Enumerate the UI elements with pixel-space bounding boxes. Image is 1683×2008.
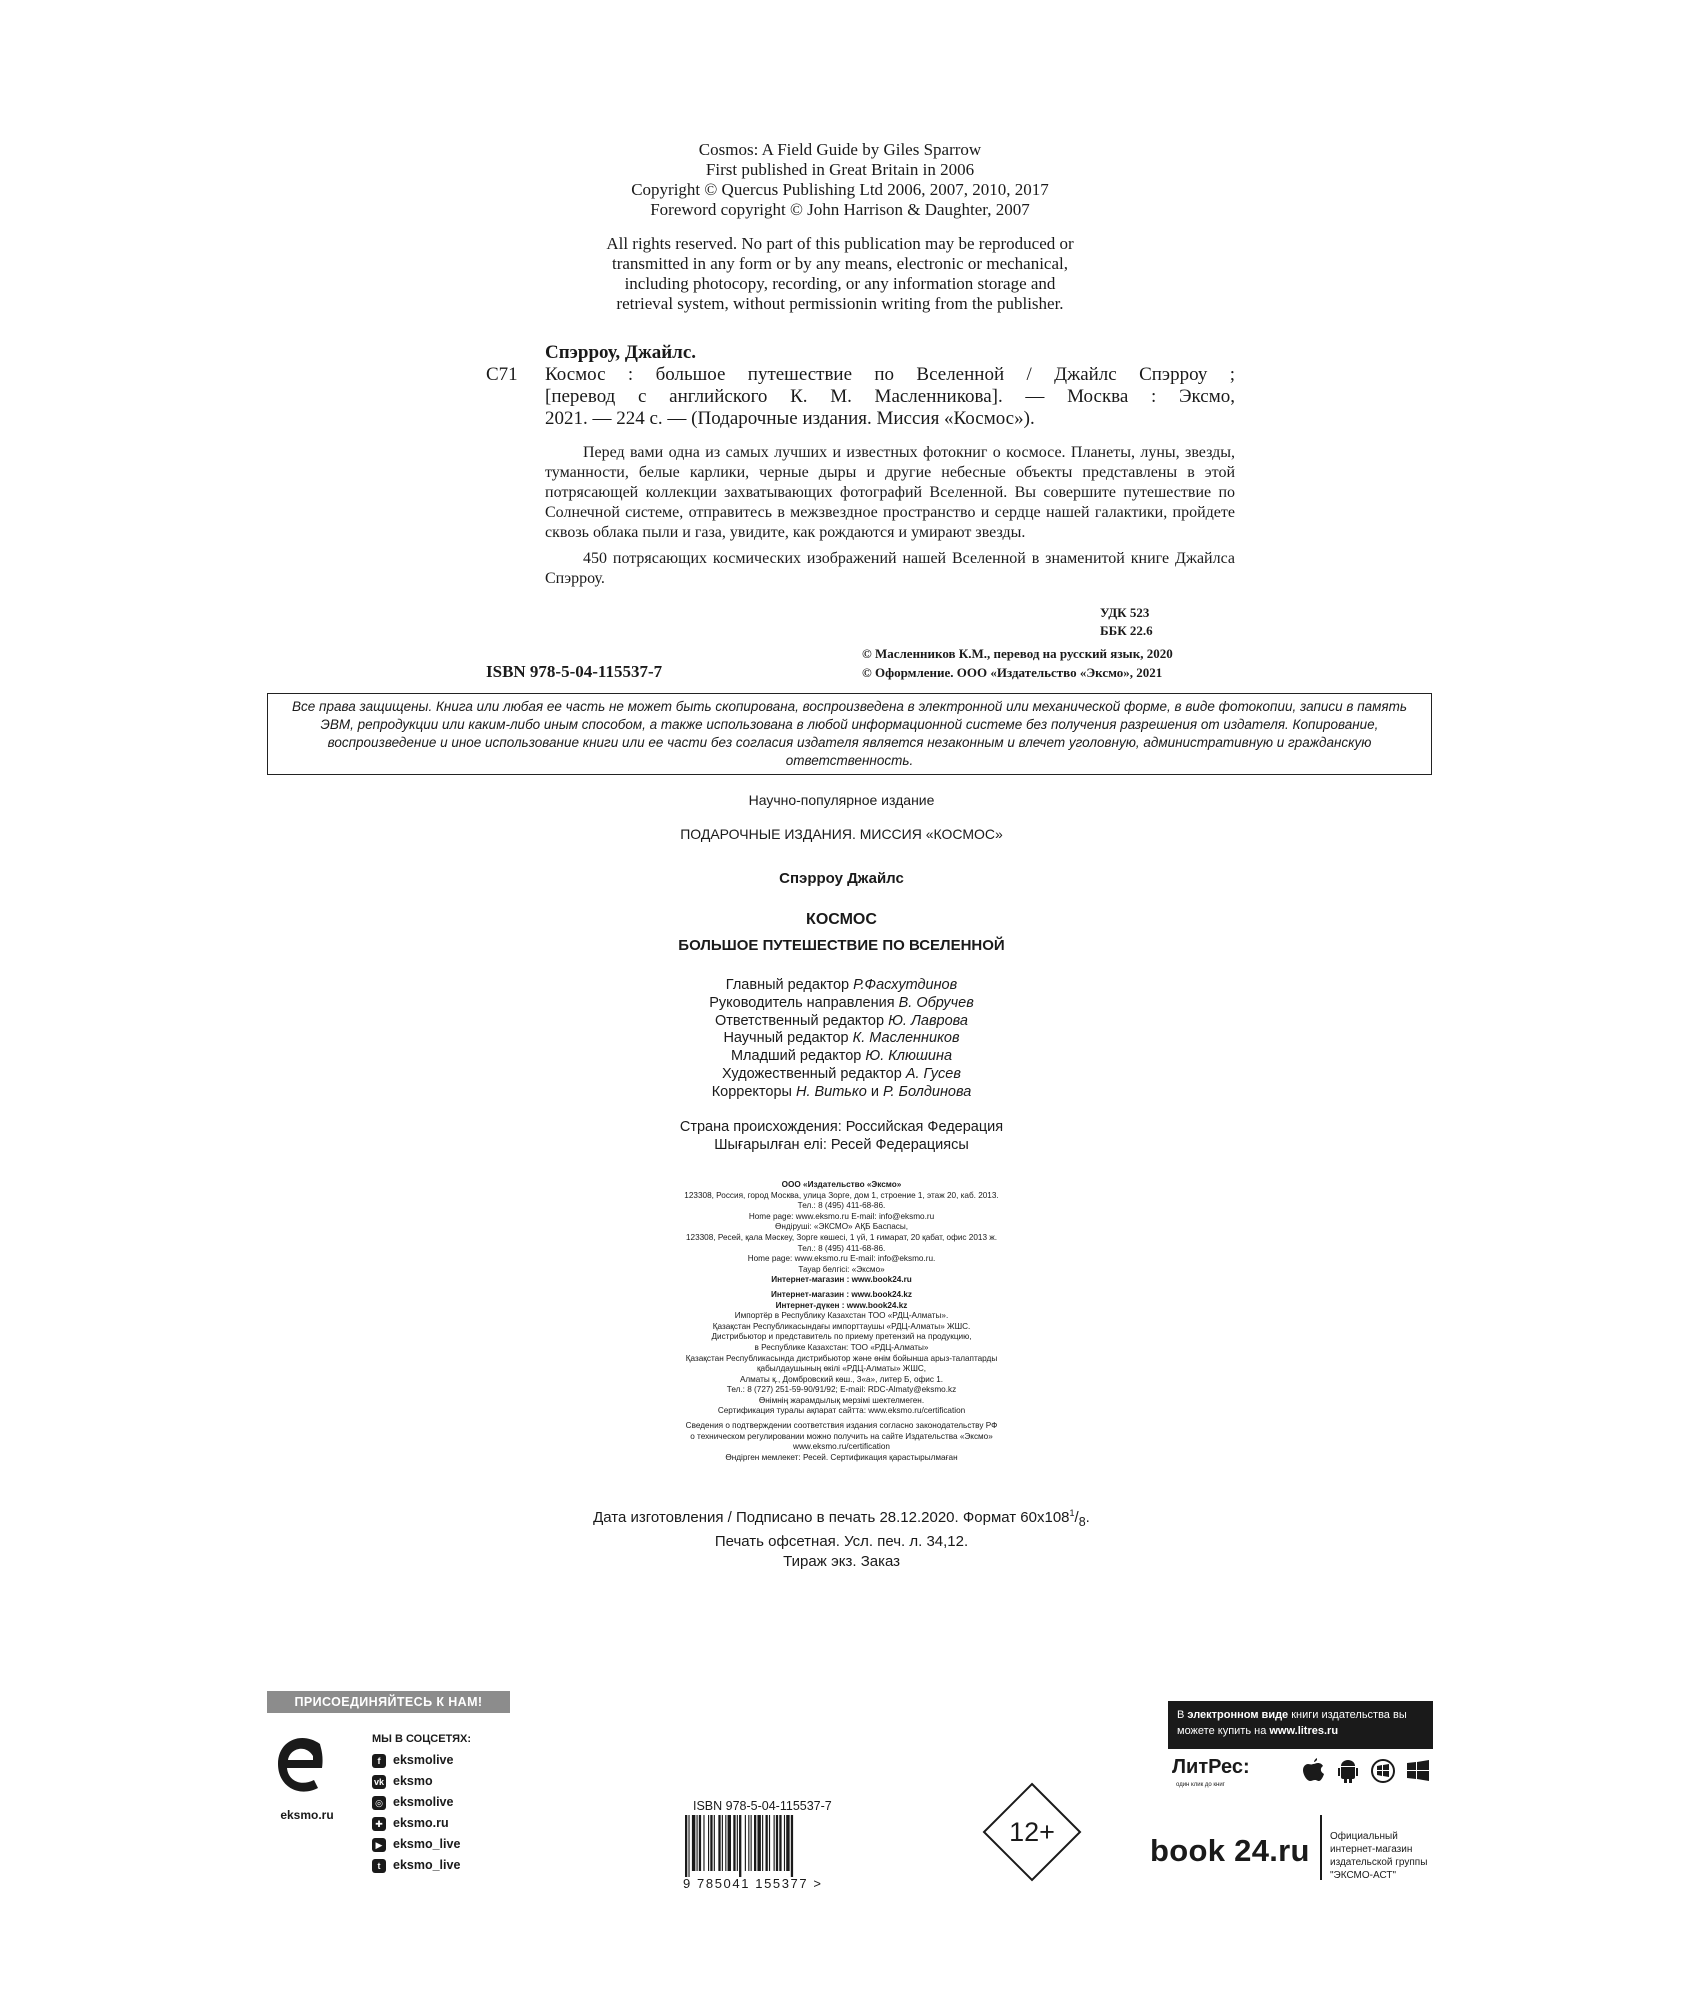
imprint-line: Импортёр в Республику Казахстан ТОО «РДЦ-Алматы».	[734, 1311, 949, 1321]
youtube-icon: ▶	[372, 1838, 386, 1852]
book24-description: Официальный интернет-магазин издательской группы "ЭКСМО-АСТ"	[1330, 1831, 1428, 1881]
imprint-line: www.eksmo.ru/certification	[793, 1442, 890, 1452]
annotation-paragraph: 450 потрясающих космических изображений нашей Вселенной в знаменитой книге Джайлса Спэрроу.	[545, 550, 1235, 587]
book-subtitle: БОЛЬШОЕ ПУТЕШЕСТВИЕ ПО ВСЕЛЕННОЙ	[678, 937, 1005, 954]
staff-role: Руководитель направления	[709, 994, 899, 1011]
imprint-line: 123308, Ресей, қала Мәскеу, Зорге көшесі, 1 үй, 1 ғимарат, 20 қабат, офис 2013 ж.	[685, 1232, 998, 1242]
imprint-line: Home page: www.eksmo.ru E-mail: info@eksmo.ru	[748, 1211, 935, 1221]
copyright-line: © Оформление. ООО «Издательство «Эксмо», 2021	[862, 665, 1163, 680]
print-run-line	[0, 1552, 1683, 1572]
staff-list	[0, 977, 1683, 1102]
barcode-bar	[714, 1815, 715, 1871]
ebook-bold: электронном виде	[1187, 1709, 1289, 1721]
copyrights	[862, 644, 1262, 682]
barcode-bar	[762, 1815, 763, 1871]
imprint-line: Сертификация туралы ақпарат сайтта: www.eksmo.ru/certification	[717, 1406, 966, 1416]
apple-icon	[1300, 1758, 1326, 1784]
legal-notice-text: Все права защищены. Книга или любая ее часть не может быть скопирована, воспроизведена в электронной или механической форме, в виде фотокопии, записи в память ЭВМ, репродукции или каким-либо иным способом, а также использована в любой информационной системе без получения разрешения от издателя. Копирование, воспроизведение и иное использование книги или ее части без согласия издателя является незаконным и влечет уголовную, административную и гражданскую ответственность.	[292, 699, 1407, 768]
staff-row	[0, 995, 1683, 1013]
staff-row	[0, 1084, 1683, 1102]
facebook-icon: f	[372, 1754, 386, 1768]
litres-tagline: один клик до книг	[1176, 1782, 1225, 1788]
isbn: ISBN 978-5-04-115537-7	[486, 662, 663, 681]
staff-row	[0, 1030, 1683, 1048]
barcode-bar	[748, 1815, 749, 1871]
imprint-line: Тел.: 8 (727) 251-59-90/91/92; E-mail: RDC-Almaty@eksmo.kz	[726, 1385, 957, 1395]
windows-icon	[1405, 1758, 1431, 1784]
staff-person: Н. Витько	[795, 1083, 867, 1100]
imprint-line: о техническом регулировании можно получить на сайте Издательства «Эксмо»	[690, 1431, 993, 1441]
barcode-bar	[725, 1815, 726, 1871]
imprint-line: Дистрибьютор и представитель по приему претензий на продукцию,	[711, 1332, 972, 1342]
classification	[1100, 604, 1235, 640]
bib-author: Спэрроу, Джайлс.	[545, 342, 697, 363]
imprint-line: Қазақстан Республикасында дистрибьютор және өнім бойынша арыз-талаптарды	[685, 1353, 998, 1363]
bib-line: 2021. — 224 с. — (Подарочные издания. Миссия «Космос»).	[545, 408, 1035, 429]
rights-line: transmitted in any form or by any means, electronic or mechanical,	[611, 254, 1068, 273]
format-period: .	[1085, 1509, 1090, 1526]
social-item[interactable]	[372, 1813, 460, 1834]
imprint-line: Home page: www.eksmo.ru E-mail: info@eksmo.ru.	[747, 1254, 936, 1264]
annotation-paragraph: Перед вами одна из самых лучших и известных фотокниг о космосе. Планеты, луны, звезды, туманности, белые карлики, черные дыры и другие небесные объекты представлены в этой потрясающей коллекции захватывающих фотографий Вселенной. Вы совершите путешествие по Солнечной системе, отправитесь в межзвездное пространство и сердце нашей галактики, пройдете сквозь облака пыли и газа, увидите, как рождаются и умирают звезды.	[545, 444, 1235, 541]
bib-line: [перевод с английского К. М. Масленникова]. — Москва : Эксмо,	[545, 386, 1235, 407]
barcode-bar	[685, 1815, 687, 1877]
format-numerator: 1	[1069, 1508, 1075, 1518]
udk: УДК 523	[1100, 605, 1150, 620]
windows-phone-icon	[1370, 1758, 1396, 1784]
rights-line: including photocopy, recording, or any information storage and	[624, 274, 1056, 293]
imprint-line: Өндіруші: «ЭКСМО» АҚБ Баспасы,	[774, 1222, 909, 1232]
copyright-line: © Масленников К.М., перевод на русский язык, 2020	[862, 646, 1173, 661]
original-edition-info	[540, 140, 1140, 314]
book-title: КОСМОС	[806, 911, 877, 928]
litres-logo: ЛитРес:	[1172, 1756, 1250, 1778]
staff-role: Корректоры	[711, 1083, 796, 1100]
print-date-format: Дата изготовления / Подписано в печать 28.12.2020. Формат 60x108	[593, 1509, 1070, 1526]
country-of-origin	[0, 1118, 1683, 1154]
staff-row	[0, 1066, 1683, 1084]
staff-role: Главный редактор	[725, 977, 854, 993]
legal-notice-box	[267, 693, 1432, 775]
original-rights	[540, 234, 1140, 314]
imprint-line: Интернет-магазин : www.book24.ru	[771, 1275, 912, 1285]
barcode-bar	[779, 1815, 781, 1871]
staff-person: К. Масленников	[852, 1030, 960, 1047]
imprint-line: Интернет-дүкен : www.book24.kz	[775, 1300, 908, 1310]
annotation	[545, 443, 1235, 589]
author-name: Спэрроу Джайлс	[779, 870, 904, 887]
series: ПОДАРОЧНЫЕ ИЗДАНИЯ. МИССИЯ «КОСМОС»	[680, 826, 1003, 842]
book24-logo[interactable]: book 24.ru	[1150, 1833, 1310, 1868]
staff-person: Ю. Клюшина	[865, 1048, 953, 1065]
order-label: экз. Заказ	[831, 1553, 901, 1570]
bib-line: Космос : большое путешествие по Вселенной / Джайлс Спэрроу ;	[545, 364, 1235, 385]
ebook-banner	[1168, 1701, 1433, 1749]
eksmo-logo-icon	[272, 1726, 332, 1816]
staff-person: А. Гусев	[905, 1065, 961, 1082]
social-item[interactable]	[372, 1771, 460, 1792]
store-icons	[1300, 1758, 1431, 1784]
barcode-bar	[722, 1815, 723, 1871]
imprint-line: Өндірген мемлекет: Ресей. Сертификация қарастырылмаған	[725, 1452, 958, 1462]
barcode-bar	[718, 1815, 720, 1871]
barcode-bar	[703, 1815, 704, 1871]
origin-line: Шығарылған елі: Ресей Федерациясы	[714, 1137, 969, 1153]
barcode-bar	[791, 1815, 793, 1877]
barcode-bar	[699, 1815, 701, 1871]
divider	[1320, 1815, 1322, 1880]
genre: Научно-популярное издание	[748, 792, 935, 808]
instagram-icon: ◎	[372, 1796, 386, 1810]
barcode-bar	[728, 1815, 731, 1871]
imprint-line: 123308, Россия, город Москва, улица Зорге, дом 1, строение 1, этаж 20, каб. 2013.	[684, 1190, 999, 1200]
social-label: eksmo.ru	[393, 1816, 449, 1830]
author-sign-code: С71	[486, 364, 518, 385]
print-info	[0, 1503, 1683, 1572]
barcode-bar	[774, 1815, 775, 1871]
original-line: Cosmos: A Field Guide by Giles Sparrow	[698, 140, 982, 159]
ebook-url[interactable]: www.litres.ru	[1269, 1725, 1339, 1737]
social-item[interactable]	[372, 1792, 460, 1813]
print-run-label: Тираж	[783, 1553, 827, 1570]
barcode-bar	[766, 1815, 768, 1871]
join-us-banner: ПРИСОЕДИНЯЙТЕСЬ К НАМ!	[267, 1691, 510, 1713]
staff-role: Младший редактор	[730, 1048, 866, 1065]
publisher-imprint	[0, 1180, 1683, 1463]
imprint-line: Тауар белгісі: «Эксмо»	[798, 1264, 885, 1274]
imprint-line: қабылдаушының өкілі «РДЦ-Алматы» ЖШС,	[756, 1364, 927, 1374]
barcode-icon	[683, 1815, 855, 1877]
staff-row	[0, 977, 1683, 995]
barcode-bar	[710, 1815, 712, 1871]
imprint-line: Тел.: 8 (495) 411-68-86.	[797, 1201, 886, 1211]
barcode-bar	[754, 1815, 756, 1871]
barcode-bar	[769, 1815, 770, 1871]
barcode-bar	[688, 1815, 689, 1877]
imprint-line: ООО «Издательство «Эксмо»	[781, 1180, 902, 1189]
imprint-line: в Республике Казахстан: ТОО «РДЦ-Алматы»	[754, 1342, 929, 1352]
barcode-digits: 9 785041 155377 >	[683, 1876, 823, 1891]
twitter-icon: t	[372, 1859, 386, 1873]
rights-line: retrieval system, without permissionin writing from the publisher.	[616, 294, 1064, 313]
staff-person: В. Обручев	[898, 994, 974, 1011]
social-label: eksmo_live	[393, 1858, 461, 1872]
social-label: eksmolive	[393, 1753, 454, 1767]
origin-line: Страна происхождения: Российская Федерация	[679, 1119, 1004, 1135]
original-line: First published in Great Britain in 2006	[705, 160, 975, 179]
barcode-bar	[745, 1815, 746, 1871]
barcode-bar	[757, 1815, 760, 1871]
barcode-bar	[784, 1815, 785, 1871]
barcode-isbn: ISBN 978-5-04-115537-7	[693, 1799, 832, 1813]
barcode-bar	[739, 1815, 741, 1877]
imprint-line: Алматы қ., Домбровский көш., 3«а», литер Б, офис 1.	[739, 1374, 944, 1384]
barcode-bar	[776, 1815, 778, 1871]
original-line: Copyright © Quercus Publishing Ltd 2006, 2007, 2010, 2017	[631, 180, 1049, 199]
imprint-line: Сведения о подтверждении соответствия издания согласно законодательству РФ	[685, 1421, 998, 1431]
bbk: ББК 22.6	[1100, 623, 1153, 638]
format-denominator: 8	[1078, 1515, 1086, 1529]
print-format-line	[0, 1503, 1683, 1532]
eksmo-url[interactable]: eksmo.ru	[280, 1808, 334, 1822]
rights-line: All rights reserved. No part of this publication may be reproduced or	[606, 234, 1074, 253]
android-icon	[1335, 1758, 1361, 1784]
ebook-mid: книги издательства вы можете купить на	[1177, 1709, 1407, 1737]
format-slash: /	[1074, 1509, 1079, 1526]
social-label: eksmolive	[393, 1795, 454, 1809]
social-heading: МЫ В СОЦСЕТЯХ:	[372, 1733, 472, 1745]
staff-role: Художественный редактор	[722, 1065, 906, 1082]
vk-icon: vk	[373, 1776, 384, 1787]
staff-row	[0, 1013, 1683, 1031]
staff-role: Научный редактор	[723, 1030, 853, 1047]
social-item[interactable]	[372, 1834, 460, 1855]
original-line: Foreword copyright © John Harrison & Daughter, 2007	[650, 200, 1030, 219]
staff-role: Ответственный редактор	[715, 1012, 889, 1029]
ok-icon: ✚	[372, 1817, 386, 1831]
staff-person: Ю. Лаврова	[888, 1012, 968, 1029]
social-item[interactable]	[372, 1750, 460, 1771]
bibliographic-record	[545, 342, 1235, 430]
imprint-line: Өнімнің жарамдылық мерзімі шектелмеген.	[758, 1395, 925, 1405]
imprint-line: Интернет-магазин : www.book24.kz	[770, 1289, 913, 1299]
print-method-line: Печать офсетная. Усл. печ. л. 34,12.	[714, 1533, 969, 1550]
staff-person: Р. Болдинова	[883, 1083, 972, 1100]
staff-conjunction: и	[866, 1083, 884, 1100]
barcode-bar	[697, 1815, 698, 1871]
social-item[interactable]	[372, 1855, 460, 1876]
barcode-bar	[751, 1815, 752, 1871]
barcode-bar	[733, 1815, 735, 1871]
age-rating: 12+	[1009, 1817, 1055, 1847]
staff-person: Р.Фасхутдинов	[853, 977, 958, 993]
barcode-bar	[708, 1815, 709, 1871]
social-label: eksmo_live	[393, 1837, 461, 1851]
barcode-bar	[692, 1815, 695, 1871]
social-list	[372, 1750, 460, 1876]
barcode-bar	[786, 1815, 789, 1871]
staff-row	[0, 1048, 1683, 1066]
barcode-bar	[737, 1815, 738, 1871]
imprint-line: Қазақстан Республикасындағы импорттаушы «РДЦ-Алматы» ЖШС.	[712, 1321, 971, 1331]
ebook-pre: В	[1177, 1709, 1188, 1721]
imprint-line: Тел.: 8 (495) 411-68-86.	[797, 1243, 886, 1253]
social-label: eksmo	[393, 1774, 433, 1788]
